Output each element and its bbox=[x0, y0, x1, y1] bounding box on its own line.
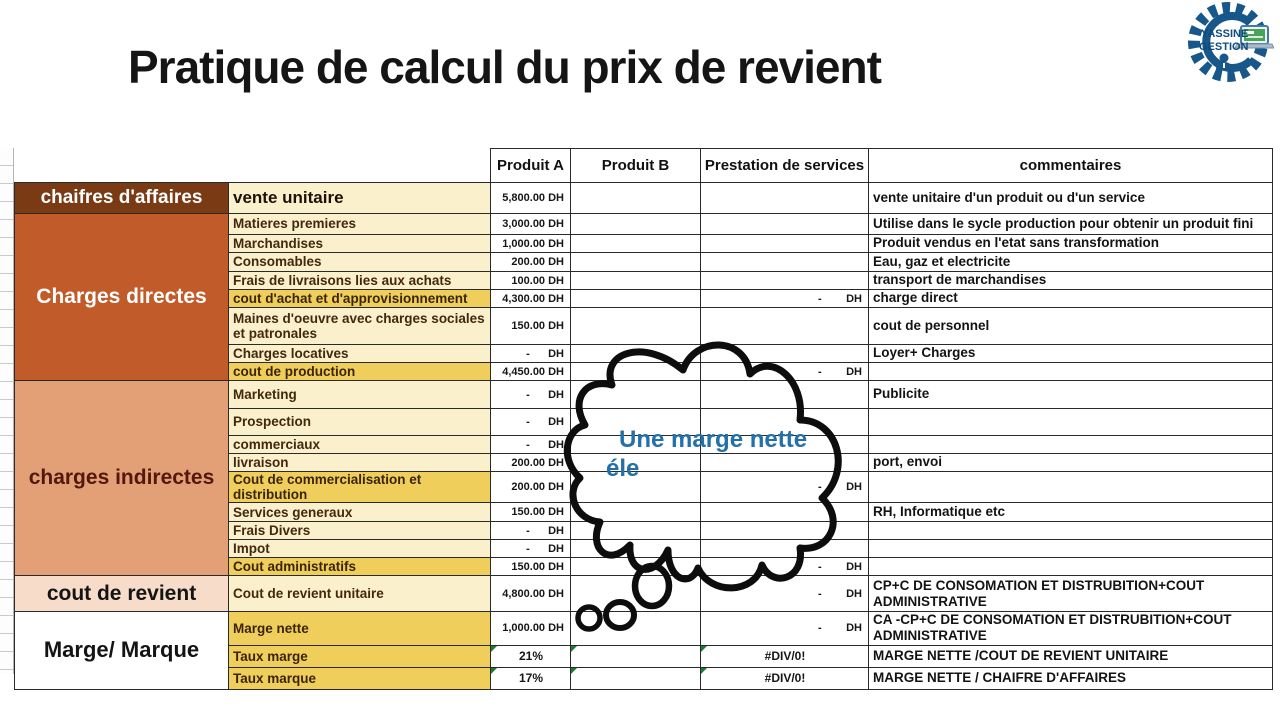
row-label-cell[interactable]: Consomables bbox=[229, 253, 491, 272]
prestation-cell[interactable] bbox=[701, 540, 869, 558]
page-title: Pratique de calcul du prix de revient bbox=[128, 41, 881, 93]
prestation-cell[interactable] bbox=[701, 436, 869, 454]
prestation-cell[interactable]: - DH bbox=[701, 363, 869, 381]
comment-cell[interactable] bbox=[869, 558, 1273, 576]
table-row bbox=[15, 214, 1273, 235]
comment-cell[interactable]: cout de personnel bbox=[869, 308, 1273, 345]
produit-a-cell[interactable]: - DH bbox=[491, 540, 571, 558]
produit-a-cell[interactable]: 100.00 DH bbox=[491, 272, 571, 290]
col-header-commentaires[interactable]: commentaires bbox=[869, 149, 1273, 183]
logo-text-line2: GESTION bbox=[1199, 41, 1249, 53]
yassine-gestion-logo bbox=[1184, 2, 1274, 84]
produit-a-cell[interactable]: 200.00 DH bbox=[491, 472, 571, 503]
row-label-cell[interactable]: vente unitaire bbox=[229, 183, 491, 214]
category-cell[interactable]: Marge/ Marque bbox=[15, 612, 229, 689]
comment-cell[interactable]: Produit vendus en l'etat sans transformation bbox=[869, 235, 1273, 253]
row-label-cell[interactable]: Marchandises bbox=[229, 235, 491, 253]
produit-a-cell[interactable]: 4,800.00 DH bbox=[491, 576, 571, 612]
prestation-cell[interactable] bbox=[701, 381, 869, 409]
produit-a-cell[interactable]: 4,450.00 DH bbox=[491, 363, 571, 381]
produit-a-cell[interactable]: 150.00 DH bbox=[491, 503, 571, 522]
produit-b-cell[interactable] bbox=[571, 272, 701, 290]
row-label-cell[interactable]: Frais Divers bbox=[229, 522, 491, 540]
row-label-cell[interactable]: Cout de commercialisation et distribution bbox=[229, 472, 491, 503]
row-label-cell[interactable]: Frais de livraisons lies aux achats bbox=[229, 272, 491, 290]
table-row bbox=[15, 183, 1273, 214]
produit-b-cell[interactable] bbox=[571, 454, 701, 472]
header-row bbox=[15, 149, 1273, 183]
bubble-text-line2: éle bbox=[606, 455, 640, 482]
prestation-cell[interactable] bbox=[701, 308, 869, 345]
comment-cell[interactable] bbox=[869, 540, 1273, 558]
row-label-cell[interactable]: cout de production bbox=[229, 363, 491, 381]
prestation-cell[interactable]: - DH bbox=[701, 558, 869, 576]
bubble-text-line1: Une marge nette bbox=[619, 426, 808, 453]
produit-a-cell[interactable]: 3,000.00 DH bbox=[491, 214, 571, 235]
row-label-cell[interactable]: Cout de revient unitaire bbox=[229, 576, 491, 612]
cost-table bbox=[14, 148, 1273, 690]
produit-b-cell[interactable] bbox=[571, 522, 701, 540]
comment-cell[interactable]: vente unitaire d'un produit ou d'un service bbox=[869, 183, 1273, 214]
produit-b-cell[interactable] bbox=[571, 576, 701, 612]
category-cell[interactable]: Charges directes bbox=[15, 214, 229, 381]
col-header-prestation[interactable]: Prestation de services bbox=[701, 149, 869, 183]
produit-b-cell[interactable] bbox=[571, 235, 701, 253]
prestation-cell[interactable]: #DIV/0! bbox=[701, 645, 869, 667]
produit-a-cell[interactable]: - DH bbox=[491, 522, 571, 540]
prestation-cell[interactable] bbox=[701, 183, 869, 214]
produit-b-cell[interactable] bbox=[571, 214, 701, 235]
comment-cell[interactable]: port, envoi bbox=[869, 454, 1273, 472]
prestation-cell[interactable]: - DH bbox=[701, 472, 869, 503]
comment-cell[interactable]: Eau, gaz et electricite bbox=[869, 253, 1273, 272]
prestation-cell[interactable] bbox=[701, 345, 869, 363]
row-header-gutter bbox=[0, 148, 14, 674]
produit-a-cell[interactable]: 1,000.00 DH bbox=[491, 235, 571, 253]
produit-a-cell[interactable]: 1,000.00 DH bbox=[491, 612, 571, 645]
row-label-cell[interactable]: Cout administratifs bbox=[229, 558, 491, 576]
produit-a-cell[interactable]: 4,300.00 DH bbox=[491, 290, 571, 308]
row-label-cell[interactable]: Services generaux bbox=[229, 503, 491, 522]
produit-b-cell[interactable] bbox=[571, 308, 701, 345]
prestation-cell[interactable]: #DIV/0! bbox=[701, 667, 869, 689]
produit-b-cell[interactable] bbox=[571, 540, 701, 558]
comment-cell[interactable] bbox=[869, 522, 1273, 540]
produit-b-cell[interactable] bbox=[571, 363, 701, 381]
comment-cell[interactable]: MARGE NETTE / CHAIFRE D'AFFAIRES bbox=[869, 667, 1273, 689]
row-label-cell[interactable]: Charges locatives bbox=[229, 345, 491, 363]
produit-b-cell[interactable] bbox=[571, 558, 701, 576]
prestation-cell[interactable] bbox=[701, 454, 869, 472]
row-label-cell[interactable]: Prospection bbox=[229, 409, 491, 436]
col-header-produit-b[interactable]: Produit B bbox=[571, 149, 701, 183]
prestation-cell[interactable]: - DH bbox=[701, 290, 869, 308]
prestation-cell[interactable] bbox=[701, 253, 869, 272]
produit-a-cell[interactable]: - DH bbox=[491, 436, 571, 454]
produit-b-cell[interactable] bbox=[571, 645, 701, 667]
row-label-cell[interactable]: Marge nette bbox=[229, 612, 491, 645]
produit-a-cell[interactable]: - DH bbox=[491, 345, 571, 363]
prestation-cell[interactable] bbox=[701, 503, 869, 522]
produit-b-cell[interactable] bbox=[571, 503, 701, 522]
comment-cell[interactable]: Publicite bbox=[869, 381, 1273, 409]
produit-b-cell[interactable] bbox=[571, 381, 701, 409]
produit-b-cell[interactable] bbox=[571, 253, 701, 272]
row-label-cell[interactable]: Marketing bbox=[229, 381, 491, 409]
table-row bbox=[15, 576, 1273, 612]
prestation-cell[interactable]: - DH bbox=[701, 612, 869, 645]
category-cell[interactable]: chaifres d'affaires bbox=[15, 183, 229, 214]
comment-cell[interactable] bbox=[869, 472, 1273, 503]
produit-a-cell[interactable]: 17% bbox=[491, 667, 571, 689]
produit-a-cell[interactable]: 150.00 DH bbox=[491, 558, 571, 576]
prestation-cell[interactable] bbox=[701, 272, 869, 290]
row-label-cell[interactable]: Maines d'oeuvre avec charges sociales et patronales bbox=[229, 308, 491, 345]
comment-cell[interactable] bbox=[869, 436, 1273, 454]
produit-b-cell[interactable] bbox=[571, 290, 701, 308]
row-label-cell[interactable]: Taux marge bbox=[229, 645, 491, 667]
table-row bbox=[15, 381, 1273, 409]
produit-a-cell[interactable]: - DH bbox=[491, 409, 571, 436]
prestation-cell[interactable]: - DH bbox=[701, 576, 869, 612]
row-label-cell[interactable]: livraison bbox=[229, 454, 491, 472]
row-label-cell[interactable]: cout d'achat et d'approvisionnement bbox=[229, 290, 491, 308]
produit-b-cell[interactable] bbox=[571, 409, 701, 436]
produit-b-cell[interactable] bbox=[571, 183, 701, 214]
category-cell[interactable]: cout de revient bbox=[15, 576, 229, 612]
header-spacer bbox=[229, 149, 491, 183]
logo-text-line1: YASSINE bbox=[1201, 28, 1249, 40]
produit-b-cell[interactable] bbox=[571, 667, 701, 689]
produit-a-cell[interactable]: 200.00 DH bbox=[491, 454, 571, 472]
comment-cell[interactable]: transport de marchandises bbox=[869, 272, 1273, 290]
comment-cell[interactable]: Loyer+ Charges bbox=[869, 345, 1273, 363]
prestation-cell[interactable] bbox=[701, 214, 869, 235]
row-label-cell[interactable]: Taux marque bbox=[229, 667, 491, 689]
row-label-cell[interactable]: commerciaux bbox=[229, 436, 491, 454]
produit-b-cell[interactable] bbox=[571, 345, 701, 363]
comment-cell[interactable] bbox=[869, 409, 1273, 436]
prestation-cell[interactable] bbox=[701, 235, 869, 253]
produit-b-cell[interactable] bbox=[571, 472, 701, 503]
produit-a-cell[interactable]: 21% bbox=[491, 645, 571, 667]
produit-a-cell[interactable]: 5,800.00 DH bbox=[491, 183, 571, 214]
comment-cell[interactable]: Utilise dans le sycle production pour obtenir un produit fini bbox=[869, 214, 1273, 235]
produit-b-cell[interactable] bbox=[571, 612, 701, 645]
prestation-cell[interactable] bbox=[701, 522, 869, 540]
comment-cell[interactable] bbox=[869, 363, 1273, 381]
row-label-cell[interactable]: Impot bbox=[229, 540, 491, 558]
comment-cell[interactable]: MARGE NETTE /COUT DE REVIENT UNITAIRE bbox=[869, 645, 1273, 667]
category-cell[interactable]: charges indirectes bbox=[15, 381, 229, 576]
produit-a-cell[interactable]: 150.00 DH bbox=[491, 308, 571, 345]
row-label-cell[interactable]: Matieres premieres bbox=[229, 214, 491, 235]
produit-a-cell[interactable]: 200.00 DH bbox=[491, 253, 571, 272]
comment-cell[interactable]: charge direct bbox=[869, 290, 1273, 308]
prestation-cell[interactable] bbox=[701, 409, 869, 436]
comment-cell[interactable]: CA -CP+C DE CONSOMATION ET DISTRUBITION+COUT ADMINISTRATIVE bbox=[869, 612, 1273, 645]
col-header-produit-a[interactable]: Produit A bbox=[491, 149, 571, 183]
comment-cell[interactable]: RH, Informatique etc bbox=[869, 503, 1273, 522]
header-spacer bbox=[15, 149, 229, 183]
comment-cell[interactable]: CP+C DE CONSOMATION ET DISTRUBITION+COUT ADMINISTRATIVE bbox=[869, 576, 1273, 612]
table-row bbox=[15, 612, 1273, 645]
produit-b-cell[interactable] bbox=[571, 436, 701, 454]
produit-a-cell[interactable]: - DH bbox=[491, 381, 571, 409]
